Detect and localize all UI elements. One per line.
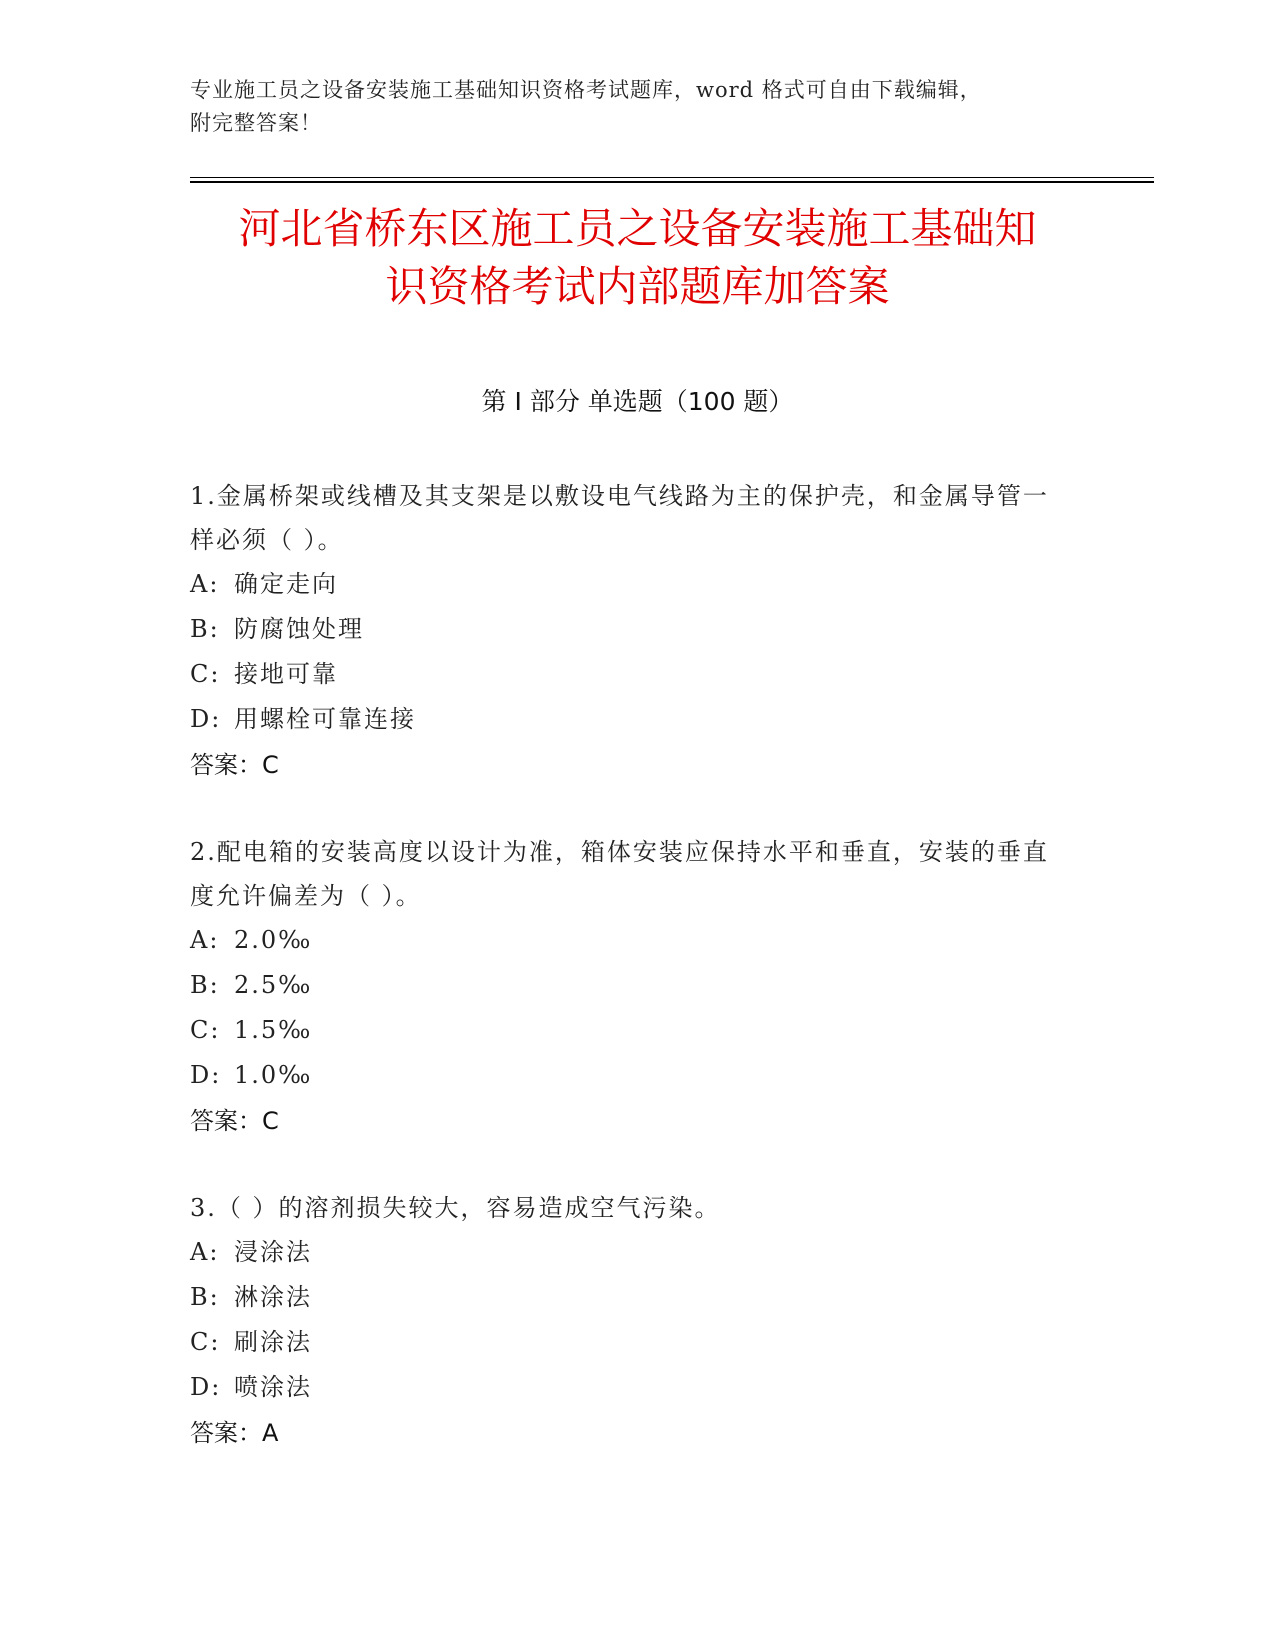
option-text: 喷涂法 bbox=[234, 1373, 312, 1401]
header-note-line-1: 专业施工员之设备安装施工基础知识资格考试题库，word 格式可自由下载编辑， bbox=[190, 78, 982, 102]
option-d bbox=[190, 1053, 1070, 1098]
document-title-line-2: 识资格考试内部题库加答案 bbox=[385, 262, 890, 311]
option-text: 防腐蚀处理 bbox=[234, 615, 364, 643]
option-key: D: bbox=[190, 1373, 222, 1401]
option-key: B: bbox=[190, 615, 220, 643]
option-a bbox=[190, 1230, 1070, 1275]
option-key: D: bbox=[190, 1061, 222, 1089]
answer: 答案：C bbox=[190, 1107, 279, 1135]
header-note bbox=[190, 74, 1090, 140]
document-title bbox=[160, 200, 1115, 316]
option-text: 确定走向 bbox=[234, 570, 338, 598]
option-a bbox=[190, 918, 1070, 963]
question-stem: 1.金属桥架或线槽及其支架是以敷设电气线路为主的保护壳，和金属导管一样必须（ ）。 bbox=[190, 482, 1049, 554]
header-note-line-2: 附完整答案！ bbox=[190, 111, 322, 135]
option-c bbox=[190, 652, 1070, 697]
option-b bbox=[190, 963, 1070, 1008]
option-text: 刷涂法 bbox=[234, 1328, 312, 1356]
option-d bbox=[190, 697, 1070, 742]
header-divider-thick bbox=[190, 181, 1154, 183]
option-text: 2.5‰ bbox=[234, 971, 313, 999]
answer: 答案：A bbox=[190, 1419, 279, 1447]
option-a bbox=[190, 562, 1070, 607]
option-b bbox=[190, 607, 1070, 652]
option-key: A: bbox=[190, 570, 220, 598]
option-d bbox=[190, 1365, 1070, 1410]
question-stem: 3.（ ）的溶剂损失较大，容易造成空气污染。 bbox=[190, 1194, 721, 1222]
question-stem: 2.配电箱的安装高度以设计为准，箱体安装应保持水平和垂直，安装的垂直度允许偏差为（ ）。 bbox=[190, 838, 1049, 910]
question-3 bbox=[190, 1186, 1070, 1456]
option-text: 2.0‰ bbox=[234, 926, 313, 954]
option-key: B: bbox=[190, 1283, 220, 1311]
option-key: B: bbox=[190, 971, 220, 999]
option-c bbox=[190, 1320, 1070, 1365]
question-list bbox=[190, 474, 1070, 1498]
option-c bbox=[190, 1008, 1070, 1053]
document-title-line-1: 河北省桥东区施工员之设备安装施工基础知 bbox=[238, 204, 1037, 253]
option-key: A: bbox=[190, 1238, 220, 1266]
option-text: 用螺栓可靠连接 bbox=[234, 705, 416, 733]
option-key: C: bbox=[190, 1328, 221, 1356]
question-2 bbox=[190, 830, 1070, 1144]
option-key: C: bbox=[190, 660, 221, 688]
option-text: 淋涂法 bbox=[234, 1283, 312, 1311]
option-text: 浸涂法 bbox=[234, 1238, 312, 1266]
option-text: 1.0‰ bbox=[234, 1061, 313, 1089]
option-key: C: bbox=[190, 1016, 221, 1044]
option-key: D: bbox=[190, 705, 222, 733]
section-heading: 第 I 部分 单选题（100 题） bbox=[481, 387, 794, 416]
answer: 答案：C bbox=[190, 751, 279, 779]
option-b bbox=[190, 1275, 1070, 1320]
option-key: A: bbox=[190, 926, 220, 954]
question-1 bbox=[190, 474, 1070, 788]
option-text: 接地可靠 bbox=[234, 660, 338, 688]
header-divider-thin bbox=[190, 177, 1154, 178]
option-text: 1.5‰ bbox=[234, 1016, 313, 1044]
